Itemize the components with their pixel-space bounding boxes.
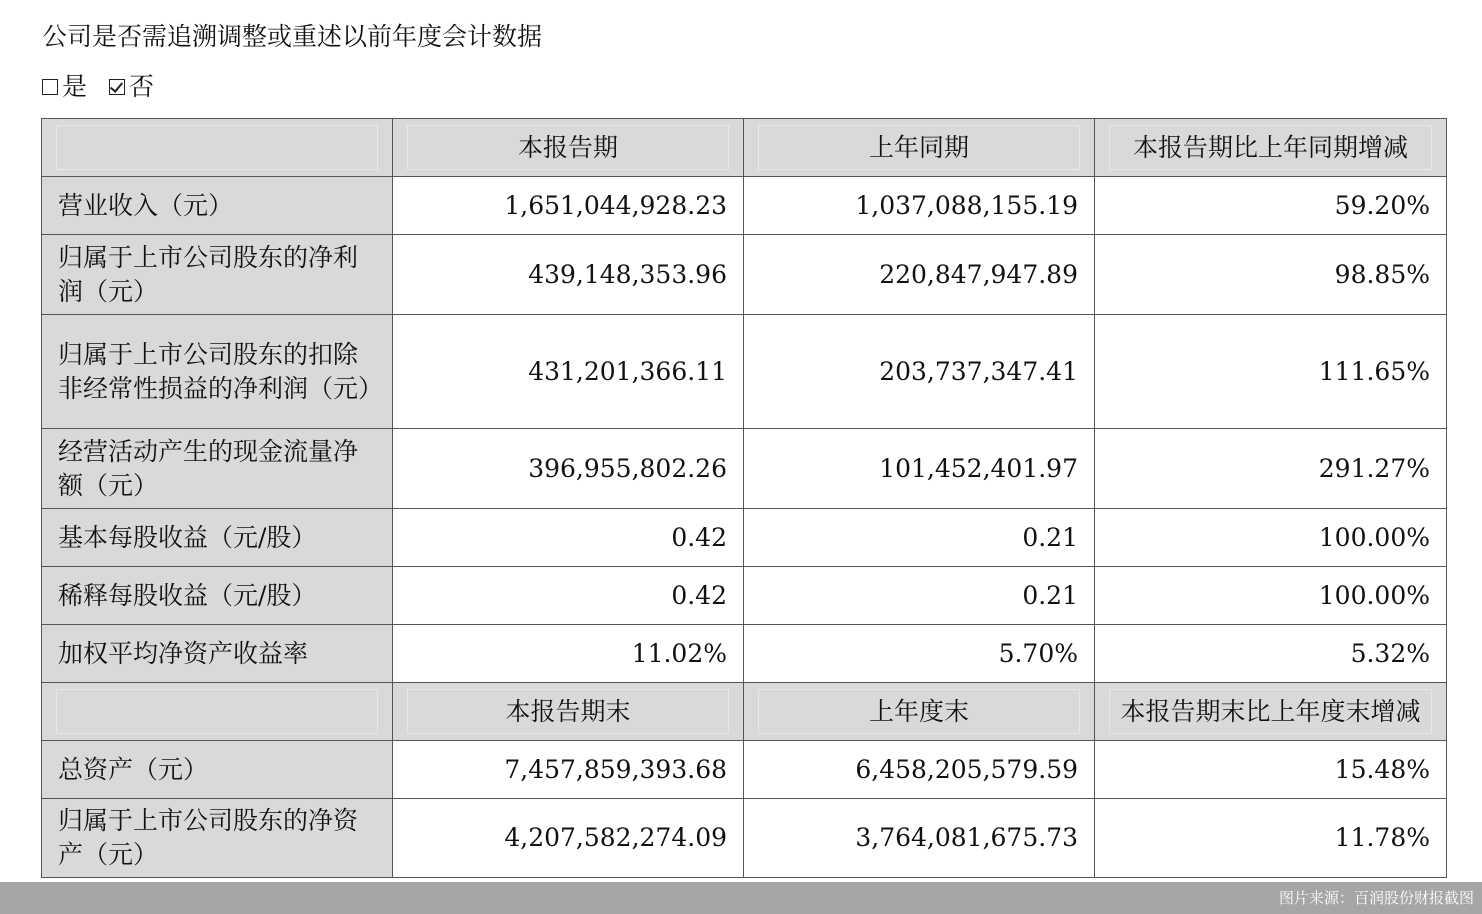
row-label: 经营活动产生的现金流量净额（元）: [42, 429, 393, 509]
accounting-data-table: [41, 118, 1447, 878]
cell-change: 291.27%: [1095, 429, 1447, 509]
header-change: 本报告期比上年同期增减: [1095, 119, 1447, 177]
cell-prior: 1,037,088,155.19: [744, 177, 1095, 235]
row-label: 营业收入（元）: [42, 177, 393, 235]
header-blank-cell: [42, 683, 393, 741]
table-row: [42, 625, 1447, 683]
cell-current: 431,201,366.11: [393, 315, 744, 429]
footer-bar: [0, 882, 1482, 914]
table-row: [42, 429, 1447, 509]
header-current-period: 本报告期: [393, 119, 744, 177]
cell-prior: 6,458,205,579.59: [744, 741, 1095, 799]
table-header-row: [42, 119, 1447, 177]
cell-change: 11.78%: [1095, 799, 1447, 878]
table-row: [42, 509, 1447, 567]
row-label: 归属于上市公司股东的净利润（元）: [42, 235, 393, 315]
cell-prior: 3,764,081,675.73: [744, 799, 1095, 878]
option-no-label: 否: [129, 72, 155, 101]
adjustment-choice: [42, 70, 176, 104]
row-label: 基本每股收益（元/股）: [42, 509, 393, 567]
cell-current: 11.02%: [393, 625, 744, 683]
row-label: 稀释每股收益（元/股）: [42, 567, 393, 625]
cell-prior: 0.21: [744, 567, 1095, 625]
cell-change: 59.20%: [1095, 177, 1447, 235]
cell-prior: 0.21: [744, 509, 1095, 567]
row-label: 总资产（元）: [42, 741, 393, 799]
option-yes-label: 是: [62, 72, 88, 101]
row-label: 加权平均净资产收益率: [42, 625, 393, 683]
table-row: [42, 799, 1447, 878]
row-label: 归属于上市公司股东的扣除非经常性损益的净利润（元）: [42, 315, 393, 429]
cell-current: 439,148,353.96: [393, 235, 744, 315]
cell-prior: 203,737,347.41: [744, 315, 1095, 429]
header-blank-cell: [42, 119, 393, 177]
row-label: 归属于上市公司股东的净资产（元）: [42, 799, 393, 878]
cell-prior: 220,847,947.89: [744, 235, 1095, 315]
cell-prior: 101,452,401.97: [744, 429, 1095, 509]
cell-current: 396,955,802.26: [393, 429, 744, 509]
table-row: [42, 567, 1447, 625]
image-source-caption: 图片来源：百润股份财报截图: [1278, 889, 1474, 907]
table-row: [42, 235, 1447, 315]
cell-change: 100.00%: [1095, 567, 1447, 625]
cell-current: 7,457,859,393.68: [393, 741, 744, 799]
cell-change: 98.85%: [1095, 235, 1447, 315]
header-period-end: 本报告期末: [393, 683, 744, 741]
cell-change: 111.65%: [1095, 315, 1447, 429]
table-row: [42, 315, 1447, 429]
option-yes[interactable]: [42, 70, 87, 104]
checked-box-icon[interactable]: [109, 79, 125, 95]
header-prior-year-end: 上年度末: [744, 683, 1095, 741]
page-title: 公司是否需追溯调整或重述以前年度会计数据: [42, 22, 543, 51]
table-row: [42, 741, 1447, 799]
header-change: 本报告期末比上年度末增减: [1095, 683, 1447, 741]
cell-change: 100.00%: [1095, 509, 1447, 567]
header-prior-period: 上年同期: [744, 119, 1095, 177]
cell-prior: 5.70%: [744, 625, 1095, 683]
table-row: [42, 177, 1447, 235]
option-no[interactable]: [109, 70, 154, 104]
cell-change: 5.32%: [1095, 625, 1447, 683]
cell-current: 0.42: [393, 567, 744, 625]
table-header-row: [42, 683, 1447, 741]
cell-current: 1,651,044,928.23: [393, 177, 744, 235]
cell-current: 4,207,582,274.09: [393, 799, 744, 878]
cell-change: 15.48%: [1095, 741, 1447, 799]
unchecked-box-icon[interactable]: [42, 79, 58, 95]
cell-current: 0.42: [393, 509, 744, 567]
